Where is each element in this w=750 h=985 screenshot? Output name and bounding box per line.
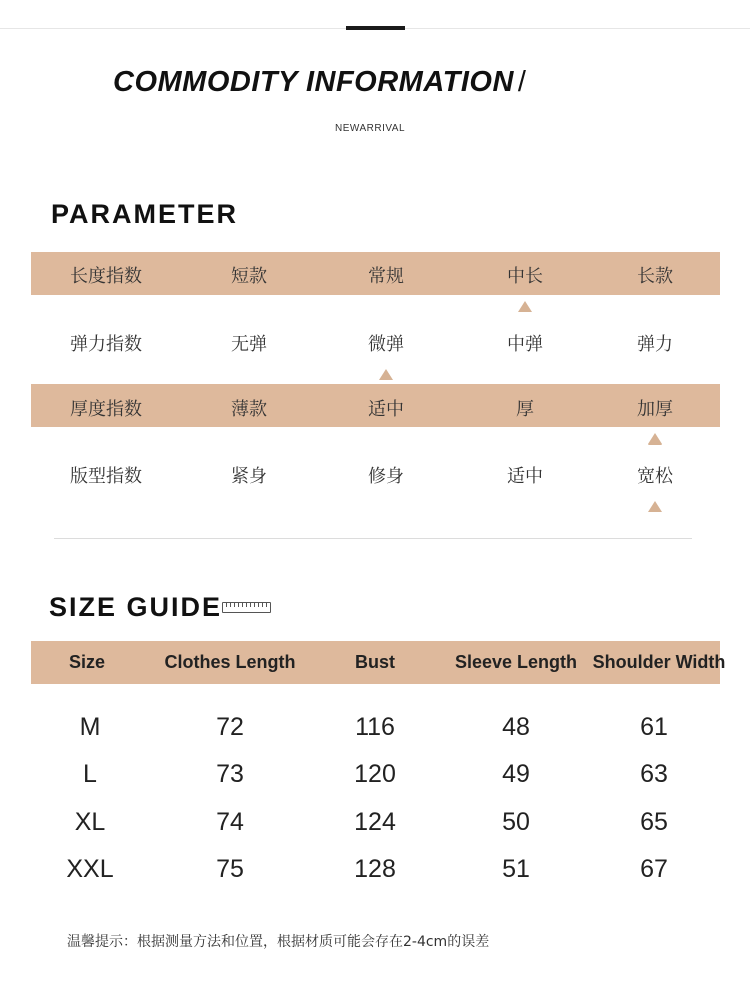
size-value: 116: [355, 713, 395, 741]
size-value: 75: [216, 855, 244, 883]
size-value: 74: [216, 808, 244, 836]
selected-marker-icon: [518, 301, 532, 312]
size-value: 48: [502, 713, 530, 741]
size-column-header: Clothes Length: [164, 652, 296, 672]
parameter-option: 紧身: [231, 466, 267, 487]
top-accent-bar: [346, 26, 405, 30]
parameter-option: 加厚: [637, 399, 673, 420]
parameter-option: 长款: [637, 266, 673, 287]
selected-marker-icon: [379, 369, 393, 380]
size-value: 67: [640, 855, 668, 883]
selected-marker-icon: [648, 501, 662, 512]
size-value: 61: [640, 713, 668, 741]
parameter-label: 长度指数: [70, 266, 142, 287]
measurement-note: 温馨提示：根据测量方法和位置，根据材质可能会存在2-4cm的误差: [67, 934, 490, 950]
parameter-option: 常规: [368, 266, 404, 287]
size-column-header: Shoulder Width: [592, 652, 726, 672]
parameter-option: 微弹: [368, 334, 404, 355]
selected-marker-icon: [648, 433, 662, 444]
size-value: 51: [502, 855, 530, 883]
parameter-option: 中长: [507, 266, 543, 287]
size-guide-heading: SIZE GUIDE: [49, 592, 223, 622]
size-value: 50: [502, 808, 530, 836]
parameter-option: 适中: [507, 466, 543, 487]
parameter-option: 薄款: [231, 399, 267, 420]
parameter-label: 厚度指数: [70, 399, 142, 420]
title-slash: /: [517, 66, 527, 98]
parameter-option: 厚: [516, 399, 534, 420]
size-column-header: Sleeve Length: [454, 652, 578, 672]
section-divider: [54, 538, 692, 539]
parameter-option: 弹力: [637, 334, 673, 355]
parameter-option: 中弹: [507, 334, 543, 355]
page-title: [113, 66, 526, 99]
size-label: XXL: [66, 855, 114, 883]
size-value: 120: [354, 760, 396, 788]
size-label: M: [79, 713, 101, 741]
parameter-option: 宽松: [637, 466, 673, 487]
parameter-label: 版型指数: [70, 466, 142, 487]
parameter-option: 无弹: [231, 334, 267, 355]
page-subtitle: NEWARRIVAL: [335, 123, 406, 134]
size-value: 73: [216, 760, 244, 788]
size-value: 49: [502, 760, 530, 788]
size-value: 63: [640, 760, 668, 788]
size-column-header: Size: [68, 652, 106, 672]
size-column-header: Bust: [355, 652, 395, 672]
parameter-heading: PARAMETER: [51, 199, 239, 229]
size-value: 124: [354, 808, 396, 836]
size-value: 128: [354, 855, 396, 883]
title-text: COMMODITY INFORMATION: [113, 66, 514, 98]
ruler-icon: [222, 602, 271, 613]
size-value: 65: [640, 808, 668, 836]
parameter-option: 适中: [368, 399, 404, 420]
parameter-option: 短款: [231, 266, 267, 287]
size-value: 72: [216, 713, 244, 741]
size-label: L: [83, 760, 97, 788]
parameter-option: 修身: [368, 466, 404, 487]
size-label: XL: [74, 808, 106, 836]
parameter-label: 弹力指数: [70, 334, 142, 355]
